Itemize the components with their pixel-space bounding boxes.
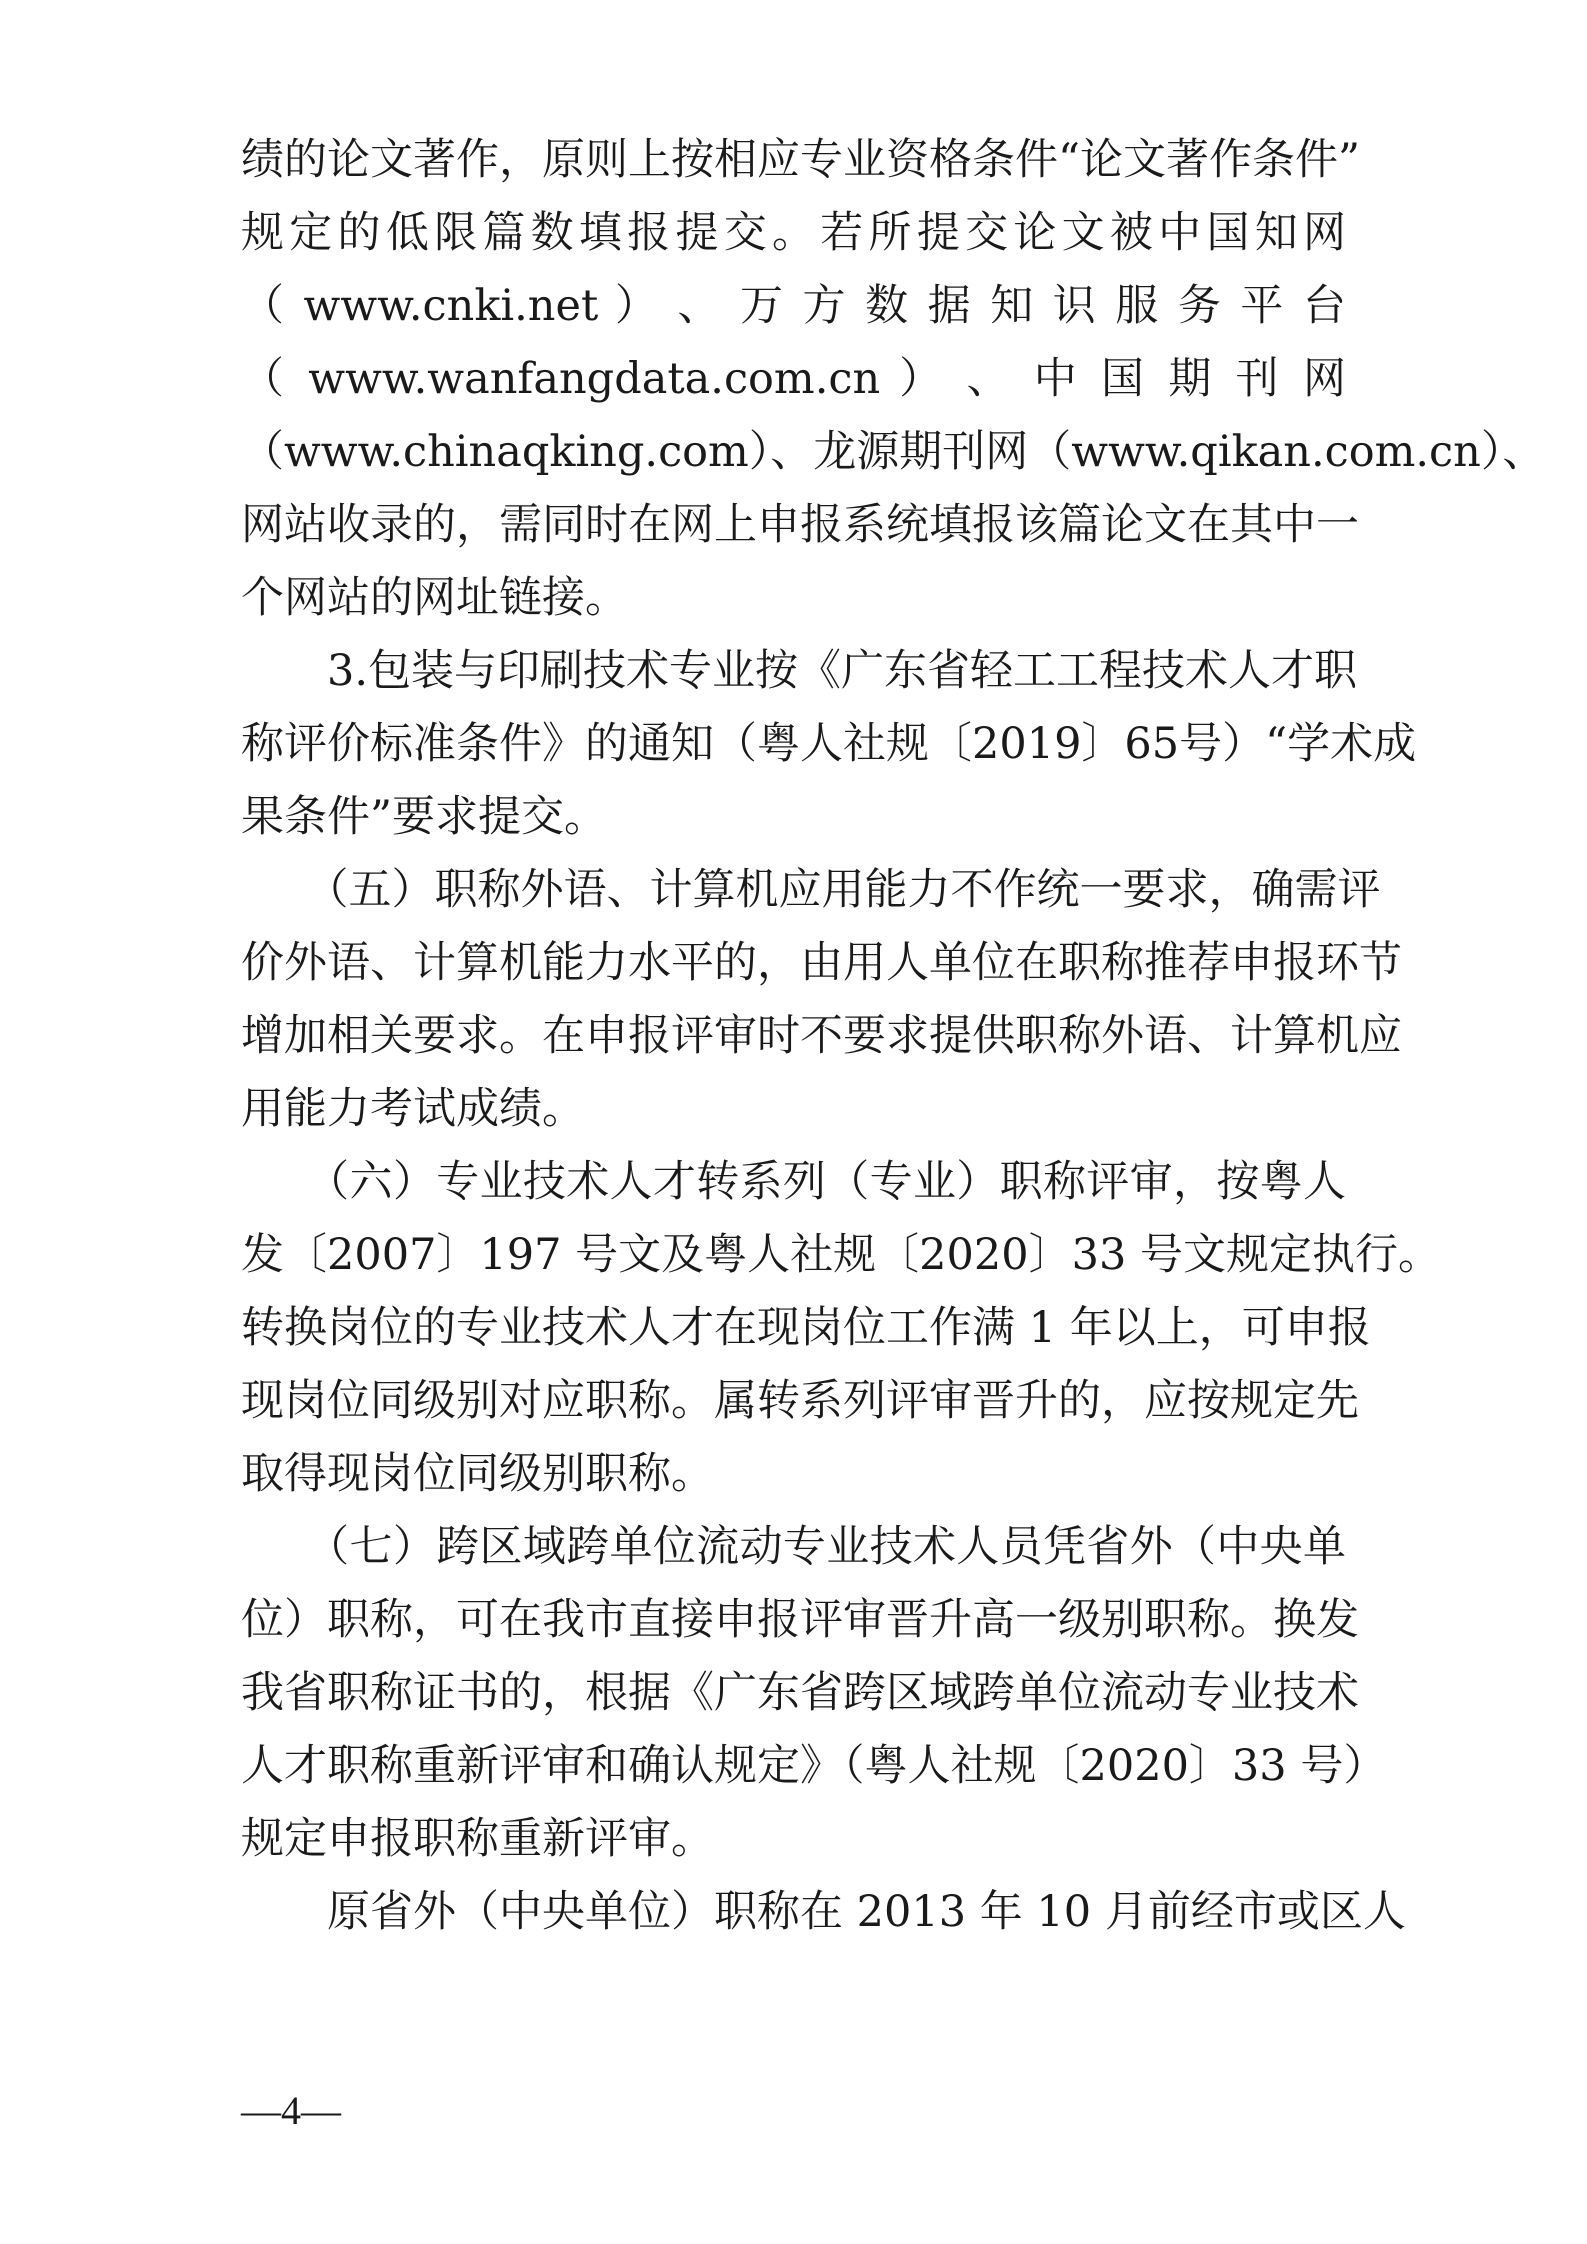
text-line: 原省外（中央单位）职称在 2013 年 10 月前经市或区人 (241, 1887, 1406, 1937)
text-line: 位）职称，可在我市直接申报评审晋升高一级别职称。换发 (241, 1595, 1359, 1645)
text-line: 取得现岗位同级别职称。 (241, 1449, 714, 1499)
page-number: —4— (241, 2088, 341, 2133)
text-line: 网站收录的，需同时在网上申报系统填报该篇论文在其中一 (241, 500, 1359, 550)
text-line: （六）专业技术人才转系列（专业）职称评审，按粤人 (241, 1157, 1346, 1207)
text-line: 价外语、计算机能力水平的，由用人单位在职称推荐申报环节 (241, 938, 1402, 988)
text-line: 人才职称重新评审和确认规定》（粤人社规〔2020〕33 号） (241, 1741, 1387, 1791)
text-line: 规定的低限篇数填报提交。若所提交论文被中国知网 (241, 208, 1346, 258)
text-line: （ www.cnki.net ） 、 万 方 数 据 知 识 服 务 平 台 (241, 281, 1346, 331)
text-line: 果条件”要求提交。 (241, 792, 607, 842)
text-line: （五）职称外语、计算机应用能力不作统一要求，确需评 (241, 865, 1381, 915)
text-line: 发〔2007〕197 号文及粤人社规〔2020〕33 号文规定执行。 (241, 1230, 1441, 1280)
text-line: 称评价标准条件》的通知（粤人社规〔2019〕65号）“学术成 (241, 719, 1417, 769)
text-line: （www.chinaqking.com）、龙源期刊网（www.qikan.com.cn）、 (241, 427, 1546, 477)
text-line: 现岗位同级别对应职称。属转系列评审晋升的，应按规定先 (241, 1376, 1359, 1426)
text-line: 3.包装与印刷技术专业按《广东省轻工工程技术人才职 (241, 646, 1358, 696)
text-line: 我省职称证书的，根据《广东省跨区域跨单位流动专业技术 (241, 1668, 1359, 1718)
text-line: （ www.wanfangdata.com.cn ） 、 中 国 期 刊 网 (241, 354, 1346, 404)
text-line: 绩的论文著作，原则上按相应专业资格条件“论文著作条件” (241, 135, 1360, 185)
text-line: （七）跨区域跨单位流动专业技术人员凭省外（中央单 (241, 1522, 1346, 1572)
text-line: 个网站的网址链接。 (241, 573, 628, 623)
text-line: 增加相关要求。在申报评审时不要求提供职称外语、计算机应 (241, 1011, 1402, 1061)
text-line: 用能力考试成绩。 (241, 1084, 585, 1134)
text-line: 规定申报职称重新评审。 (241, 1814, 714, 1864)
text-line: 转换岗位的专业技术人才在现岗位工作满 1 年以上，可申报 (241, 1303, 1371, 1353)
